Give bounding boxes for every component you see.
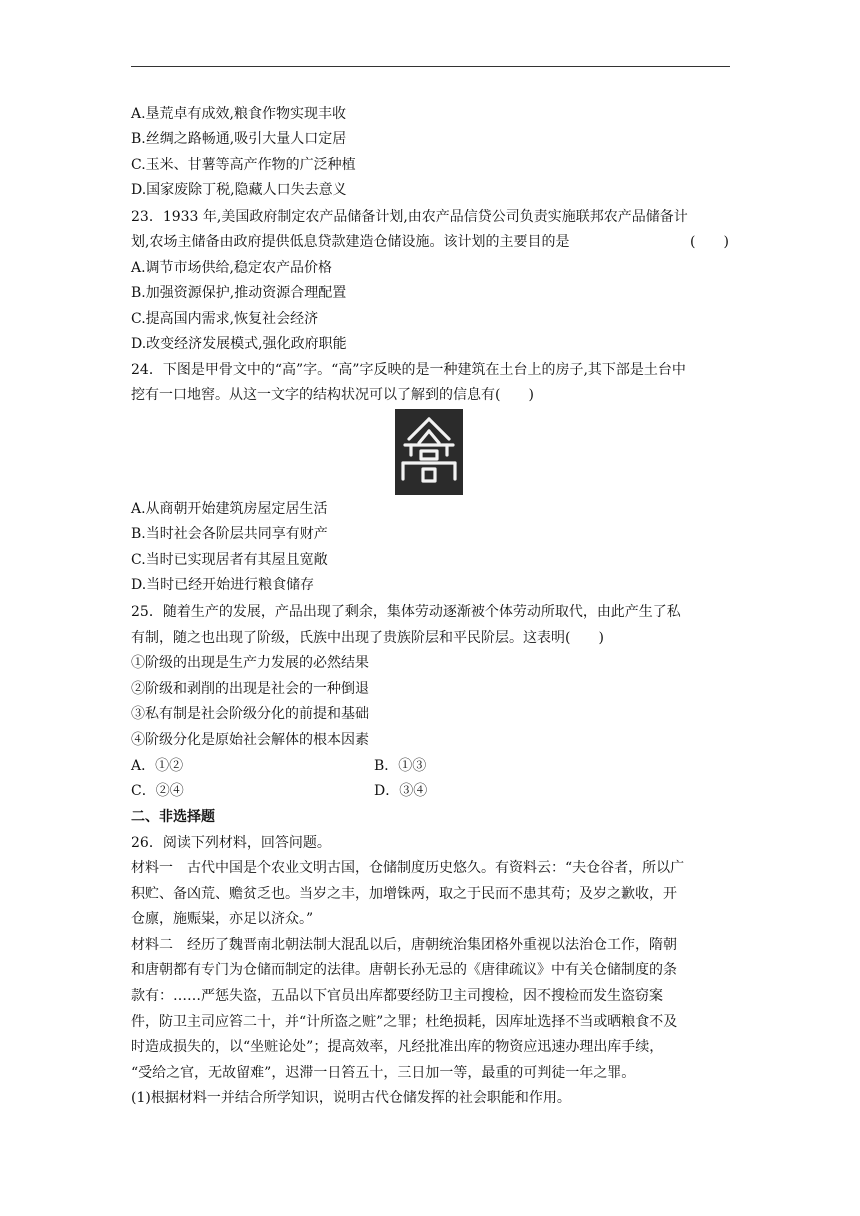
q25-statement-3: ③私有制是社会阶级分化的前提和基础 <box>131 706 369 722</box>
q26-material1-line1: 材料一 古代中国是个农业文明古国，仓储制度历史悠久。有资料云：“夫仓谷者，所以广 <box>131 860 685 876</box>
q22-option-d: D.国家废除丁税,隐藏人口失去意义 <box>131 182 347 198</box>
q24-option-d: D.当时已经开始进行粮食储存 <box>131 577 315 593</box>
q23-option-c: C.提高国内需求,恢复社会经济 <box>131 311 319 327</box>
section-heading: 二、非选择题 <box>131 809 215 825</box>
q23-option-d: D.改变经济发展模式,强化政府职能 <box>131 336 347 352</box>
q25-statement-1: ①阶级的出现是生产力发展的必然结果 <box>131 655 369 671</box>
q25-option-a: A．①② <box>131 758 184 774</box>
q26-material2-line6: “受给之官，无故留难”，迟滞一日笞五十，三日加一等，最重的可判徒一年之罪。 <box>131 1065 636 1081</box>
q24-option-c: C.当时已实现居者有其屋且宽敞 <box>131 552 328 568</box>
q23-option-b: B.加强资源保护,推动资源合理配置 <box>131 285 347 301</box>
q24-stem-line2: 挖有一口地窖。从这一文字的结构状况可以了解到的信息有( ) <box>131 387 534 403</box>
q26-material2-line5: 时造成损失的，以“坐赃论处”；提高效率，凡经批准出库的物资应迅速办理出库手续， <box>131 1039 664 1055</box>
q24-option-b: B.当时社会各阶层共同享有财产 <box>131 526 328 542</box>
header-rule <box>131 66 730 67</box>
q25-stem-line1: 25．随着生产的发展，产品出现了剩余，集体劳动逐渐被个体劳动所取代，由此产生了私 <box>131 604 681 620</box>
oracle-bone-gao-image <box>395 409 463 495</box>
q22-option-a: A.垦荒卓有成效,粮食作物实现丰收 <box>131 106 347 122</box>
q26-subquestion-1: (1)根据材料一并结合所学知识，说明古代仓储发挥的社会职能和作用。 <box>131 1090 571 1106</box>
q26-material2-line4: 件，防卫主司应笞二十，并“计所盗之赃”之罪；杜绝损耗，因库址选择不当或晒粮食不及 <box>131 1014 678 1030</box>
q23-stem-line2: 划,农场主储备由政府提供低息贷款建造仓储设施。该计划的主要目的是 <box>131 234 570 250</box>
q24-stem-line1: 24．下图是甲骨文中的“高”字。“高”字反映的是一种建筑在土台上的房子,其下部是土台中 <box>131 362 686 378</box>
q23-option-a: A.调节市场供给,稳定农产品价格 <box>131 260 333 276</box>
q22-option-c: C.玉米、甘薯等高产作物的广泛种植 <box>131 157 356 173</box>
q26-material1-line2: 积贮、备凶荒、赡贫乏也。当岁之丰，加增铢两，取之于民而不患其苟；及岁之歉收，开 <box>131 886 677 902</box>
q24-option-a: A.从商朝开始建筑房屋定居生活 <box>131 501 328 517</box>
q25-statement-4: ④阶级分化是原始社会解体的根本因素 <box>131 732 369 748</box>
q23-answer-paren: ( ) <box>690 234 729 250</box>
q25-option-c: C．②④ <box>131 783 184 799</box>
q25-option-b: B．①③ <box>374 758 427 774</box>
q25-stem-line2: 有制，随之也出现了阶级，氏族中出现了贵族阶层和平民阶层。这表明( ) <box>131 630 604 646</box>
q26-material2-line3: 款有：……严惩失盗，五品以下官员出库都要经防卫主司搜检，因不搜检而发生盗窃案 <box>131 988 663 1004</box>
q25-statement-2: ②阶级和剥削的出现是社会的一种倒退 <box>131 681 369 697</box>
q25-option-d: D．③④ <box>374 783 428 799</box>
q23-stem-line1: 23．1933 年,美国政府制定农产品储备计划,由农产品信贷公司负责实施联邦农产品储备计 <box>131 209 688 225</box>
q22-option-b: B.丝绸之路畅通,吸引大量人口定居 <box>131 131 347 147</box>
q26-intro: 26．阅读下列材料，回答问题。 <box>131 835 331 851</box>
q26-material2-line2: 和唐朝都有专门为仓储而制定的法律。唐朝长孙无忌的《唐律疏议》中有关仓储制度的条 <box>131 962 677 978</box>
q26-material2-line1: 材料二 经历了魏晋南北朝法制大混乱以后，唐朝统治集团格外重视以法治仓工作，隋朝 <box>131 937 677 953</box>
q26-material1-line3: 仓廪，施赈粜，亦足以济众。” <box>131 911 314 927</box>
